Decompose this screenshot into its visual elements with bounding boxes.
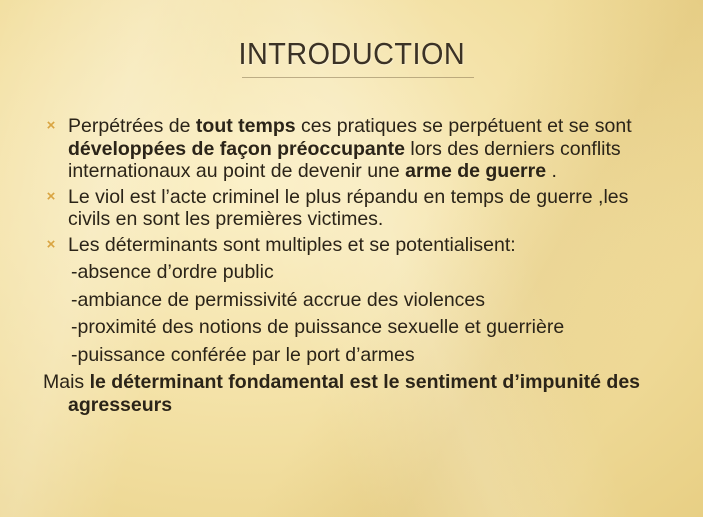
closing-paragraph xyxy=(43,371,663,416)
bullet-text: . xyxy=(546,160,557,182)
sub-item: -proximité des notions de puissance sexuelle et guerrière xyxy=(71,316,565,338)
bullet-text: ces pratiques se perpétuent et se sont xyxy=(295,115,632,137)
bullet-list xyxy=(43,115,663,256)
bullet-x-icon: × xyxy=(46,235,56,253)
bullet-bold-text: arme de guerre xyxy=(405,160,547,182)
sub-item-list xyxy=(43,261,663,366)
bullet-x-icon: × xyxy=(46,187,56,205)
bullet-text: Les déterminants sont multiples et se potentialisent: xyxy=(68,233,516,256)
bullet-text: lors des derniers conflits internationaux au point de devenir une xyxy=(68,137,621,182)
title-underline xyxy=(242,77,474,78)
slide-body xyxy=(43,115,663,416)
bullet-x-icon: × xyxy=(46,117,56,134)
bullet-item xyxy=(43,115,663,183)
closing-prefix: Mais xyxy=(43,371,90,393)
sub-item: -puissance conférée par le port d’armes xyxy=(71,343,415,366)
slide-title xyxy=(0,36,703,72)
bullet-text: Perpétrées de xyxy=(68,115,196,137)
bullet-item xyxy=(43,186,663,231)
bullet-bold-text: tout temps xyxy=(195,115,296,137)
sub-item: -ambiance de permissivité accrue des violences xyxy=(71,288,486,311)
closing-bold-text: le déterminant fondamental est le sentiment d’impunité des agresseurs xyxy=(68,371,641,416)
bullet-bold-text: développées de façon préoccupante xyxy=(68,137,406,160)
sub-item: -absence d’ordre public xyxy=(71,261,274,283)
bullet-item xyxy=(43,234,663,257)
bullet-text: Le viol est l’acte criminel le plus répandu en temps de guerre ,les civils en sont les premières victimes. xyxy=(68,185,629,230)
slide-title-text: INTRODUCTION xyxy=(238,36,465,71)
